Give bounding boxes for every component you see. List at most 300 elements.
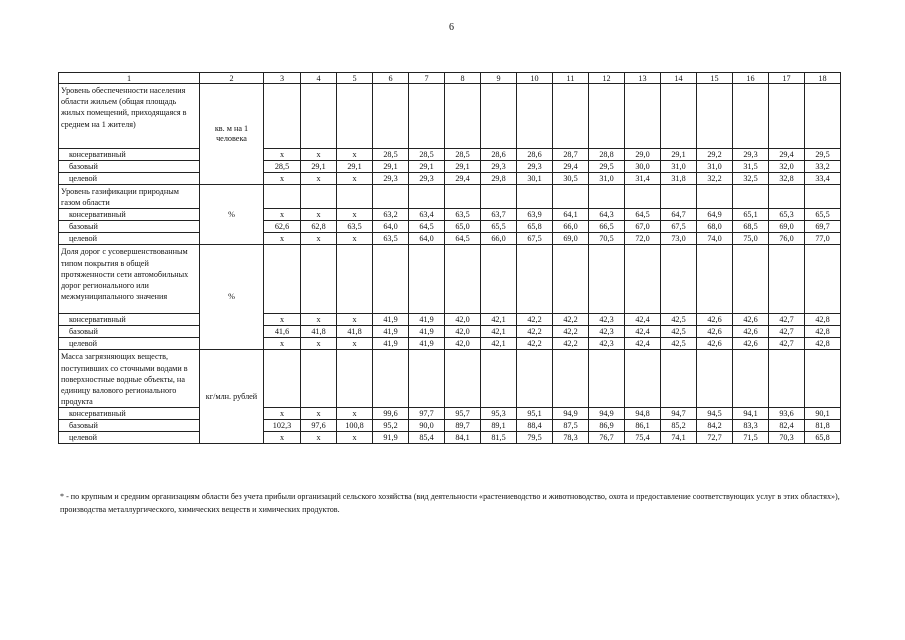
value-cell: 42,2 bbox=[553, 314, 589, 326]
value-cell: 42,3 bbox=[589, 314, 625, 326]
value-cell: х bbox=[301, 338, 337, 350]
scenario-row bbox=[59, 221, 841, 233]
empty-cell bbox=[481, 84, 517, 149]
value-cell: 65,1 bbox=[733, 209, 769, 221]
value-cell: 29,1 bbox=[661, 149, 697, 161]
value-cell: 63,2 bbox=[373, 209, 409, 221]
value-cell: 83,3 bbox=[733, 420, 769, 432]
empty-cell bbox=[733, 245, 769, 314]
empty-cell bbox=[625, 350, 661, 408]
value-cell: 29,3 bbox=[373, 173, 409, 185]
value-cell: 69,7 bbox=[805, 221, 841, 233]
value-cell: 29,1 bbox=[337, 161, 373, 173]
empty-cell bbox=[733, 185, 769, 209]
scenario-label: целевой bbox=[59, 233, 200, 245]
value-cell: х bbox=[337, 432, 373, 444]
empty-cell bbox=[769, 245, 805, 314]
indicator-name: Уровень обеспеченности населения области жильем (общая площадь жилых помещений, приходящаяся в среднем на 1 жителя) bbox=[59, 84, 200, 149]
value-cell: 31,8 bbox=[661, 173, 697, 185]
empty-cell bbox=[589, 84, 625, 149]
empty-cell bbox=[805, 185, 841, 209]
value-cell: 84,2 bbox=[697, 420, 733, 432]
value-cell: 31,4 bbox=[625, 173, 661, 185]
header-cell: 5 bbox=[337, 73, 373, 84]
value-cell: 76,7 bbox=[589, 432, 625, 444]
value-cell: 42,6 bbox=[733, 326, 769, 338]
scenario-label: консервативный bbox=[59, 408, 200, 420]
empty-cell bbox=[733, 350, 769, 408]
footnote-text: * - по крупным и средним организациям области без учета прибыли организаций сельского хозяйства (вид деятельности «растениеводство и животноводство, охота и предоставление соответствующих услуг в этих областях»), производства металлургического, химических веществ и химических продуктов. bbox=[60, 492, 840, 514]
value-cell: 42,0 bbox=[445, 314, 481, 326]
value-cell: 31,0 bbox=[661, 161, 697, 173]
value-cell: 63,5 bbox=[445, 209, 481, 221]
scenario-label: консервативный bbox=[59, 149, 200, 161]
empty-cell bbox=[625, 185, 661, 209]
value-cell: 64,0 bbox=[373, 221, 409, 233]
value-cell: 75,4 bbox=[625, 432, 661, 444]
empty-cell bbox=[553, 84, 589, 149]
indicator-name: Масса загрязняющих веществ, поступивших со сточными водами в поверхностные водные объекты, на единицу валового регионального продукта bbox=[59, 350, 200, 408]
header-cell: 12 bbox=[589, 73, 625, 84]
value-cell: 42,7 bbox=[769, 314, 805, 326]
value-cell: 73,0 bbox=[661, 233, 697, 245]
scenario-row bbox=[59, 173, 841, 185]
value-cell: 41,6 bbox=[264, 326, 301, 338]
empty-cell bbox=[373, 84, 409, 149]
scenario-label: целевой bbox=[59, 432, 200, 444]
header-cell: 10 bbox=[517, 73, 553, 84]
empty-cell bbox=[481, 245, 517, 314]
value-cell: 31,0 bbox=[589, 173, 625, 185]
value-cell: 42,8 bbox=[805, 338, 841, 350]
value-cell: 94,8 bbox=[625, 408, 661, 420]
value-cell: 29,5 bbox=[805, 149, 841, 161]
indicator-row bbox=[59, 84, 841, 149]
value-cell: х bbox=[264, 314, 301, 326]
scenario-label: целевой bbox=[59, 173, 200, 185]
scenario-label: базовый bbox=[59, 221, 200, 233]
empty-cell bbox=[625, 84, 661, 149]
value-cell: 86,1 bbox=[625, 420, 661, 432]
value-cell: 30,0 bbox=[625, 161, 661, 173]
value-cell: 42,5 bbox=[661, 314, 697, 326]
empty-cell bbox=[337, 350, 373, 408]
value-cell: 79,5 bbox=[517, 432, 553, 444]
value-cell: 64,9 bbox=[697, 209, 733, 221]
value-cell: 65,0 bbox=[445, 221, 481, 233]
value-cell: х bbox=[337, 149, 373, 161]
header-cell: 6 bbox=[373, 73, 409, 84]
value-cell: х bbox=[264, 233, 301, 245]
value-cell: 65,5 bbox=[481, 221, 517, 233]
value-cell: 42,3 bbox=[589, 326, 625, 338]
value-cell: 97,6 bbox=[301, 420, 337, 432]
value-cell: 82,4 bbox=[769, 420, 805, 432]
value-cell: 95,7 bbox=[445, 408, 481, 420]
empty-cell bbox=[697, 185, 733, 209]
value-cell: 95,3 bbox=[481, 408, 517, 420]
value-cell: х bbox=[264, 408, 301, 420]
value-cell: 63,7 bbox=[481, 209, 517, 221]
indicator-name: Доля дорог с усовершенствованным типом покрытия в общей протяженности сети автомобильных дорог регионального или межмуниципального значения bbox=[59, 245, 200, 314]
empty-cell bbox=[589, 245, 625, 314]
value-cell: 32,5 bbox=[733, 173, 769, 185]
value-cell: 67,5 bbox=[661, 221, 697, 233]
value-cell: 65,3 bbox=[769, 209, 805, 221]
value-cell: 77,0 bbox=[805, 233, 841, 245]
value-cell: 29,8 bbox=[481, 173, 517, 185]
value-cell: 90,1 bbox=[805, 408, 841, 420]
empty-cell bbox=[409, 185, 445, 209]
value-cell: 28,6 bbox=[481, 149, 517, 161]
scenario-label: базовый bbox=[59, 161, 200, 173]
indicators-table bbox=[58, 72, 841, 444]
empty-cell bbox=[589, 350, 625, 408]
value-cell: 28,5 bbox=[373, 149, 409, 161]
value-cell: 89,1 bbox=[481, 420, 517, 432]
value-cell: 29,4 bbox=[769, 149, 805, 161]
value-cell: 94,1 bbox=[733, 408, 769, 420]
value-cell: 64,5 bbox=[445, 233, 481, 245]
value-cell: 29,1 bbox=[373, 161, 409, 173]
empty-cell bbox=[805, 84, 841, 149]
empty-cell bbox=[445, 350, 481, 408]
empty-cell bbox=[373, 245, 409, 314]
empty-cell bbox=[625, 245, 661, 314]
value-cell: 87,5 bbox=[553, 420, 589, 432]
value-cell: 99,6 bbox=[373, 408, 409, 420]
empty-cell bbox=[769, 350, 805, 408]
scenario-row bbox=[59, 420, 841, 432]
scenario-row bbox=[59, 338, 841, 350]
value-cell: 29,4 bbox=[553, 161, 589, 173]
header-cell: 2 bbox=[200, 73, 264, 84]
scenario-row bbox=[59, 161, 841, 173]
value-cell: 81,5 bbox=[481, 432, 517, 444]
empty-cell bbox=[373, 185, 409, 209]
value-cell: 41,9 bbox=[409, 314, 445, 326]
empty-cell bbox=[553, 350, 589, 408]
value-cell: 91,9 bbox=[373, 432, 409, 444]
value-cell: х bbox=[264, 338, 301, 350]
scenario-row bbox=[59, 209, 841, 221]
empty-cell bbox=[661, 185, 697, 209]
value-cell: 74,1 bbox=[661, 432, 697, 444]
value-cell: 65,8 bbox=[517, 221, 553, 233]
value-cell: 67,5 bbox=[517, 233, 553, 245]
value-cell: 42,2 bbox=[517, 314, 553, 326]
value-cell: 29,4 bbox=[445, 173, 481, 185]
scenario-label: консервативный bbox=[59, 314, 200, 326]
empty-cell bbox=[661, 245, 697, 314]
value-cell: 42,1 bbox=[481, 338, 517, 350]
value-cell: 42,2 bbox=[553, 326, 589, 338]
empty-cell bbox=[553, 245, 589, 314]
empty-cell bbox=[805, 350, 841, 408]
value-cell: 42,2 bbox=[517, 338, 553, 350]
scenario-label: базовый bbox=[59, 420, 200, 432]
scenario-row bbox=[59, 314, 841, 326]
value-cell: 28,5 bbox=[264, 161, 301, 173]
empty-cell bbox=[697, 350, 733, 408]
empty-cell bbox=[517, 84, 553, 149]
value-cell: 29,3 bbox=[409, 173, 445, 185]
empty-cell bbox=[301, 350, 337, 408]
value-cell: 64,3 bbox=[589, 209, 625, 221]
value-cell: 29,2 bbox=[697, 149, 733, 161]
value-cell: 72,0 bbox=[625, 233, 661, 245]
value-cell: 29,3 bbox=[517, 161, 553, 173]
value-cell: х bbox=[301, 432, 337, 444]
value-cell: х bbox=[337, 338, 373, 350]
value-cell: х bbox=[337, 173, 373, 185]
value-cell: х bbox=[337, 209, 373, 221]
empty-cell bbox=[553, 185, 589, 209]
value-cell: 28,5 bbox=[409, 149, 445, 161]
value-cell: 74,0 bbox=[697, 233, 733, 245]
empty-cell bbox=[264, 185, 301, 209]
value-cell: 72,7 bbox=[697, 432, 733, 444]
value-cell: 63,5 bbox=[373, 233, 409, 245]
unit-cell: % bbox=[200, 185, 264, 245]
value-cell: 42,6 bbox=[733, 314, 769, 326]
value-cell: 90,0 bbox=[409, 420, 445, 432]
value-cell: 28,6 bbox=[517, 149, 553, 161]
value-cell: 62,8 bbox=[301, 221, 337, 233]
value-cell: 63,4 bbox=[409, 209, 445, 221]
value-cell: 31,5 bbox=[733, 161, 769, 173]
unit-cell: кг/млн. рублей bbox=[200, 350, 264, 444]
value-cell: 42,8 bbox=[805, 314, 841, 326]
value-cell: 42,4 bbox=[625, 326, 661, 338]
value-cell: 68,0 bbox=[697, 221, 733, 233]
value-cell: 95,1 bbox=[517, 408, 553, 420]
empty-cell bbox=[517, 185, 553, 209]
value-cell: 94,9 bbox=[589, 408, 625, 420]
header-cell: 18 bbox=[805, 73, 841, 84]
empty-cell bbox=[409, 245, 445, 314]
value-cell: 64,5 bbox=[625, 209, 661, 221]
value-cell: 42,6 bbox=[697, 338, 733, 350]
value-cell: 97,7 bbox=[409, 408, 445, 420]
value-cell: 28,8 bbox=[589, 149, 625, 161]
value-cell: 28,7 bbox=[553, 149, 589, 161]
value-cell: х bbox=[264, 173, 301, 185]
value-cell: 67,0 bbox=[625, 221, 661, 233]
value-cell: 42,0 bbox=[445, 338, 481, 350]
value-cell: 28,5 bbox=[445, 149, 481, 161]
value-cell: 42,4 bbox=[625, 338, 661, 350]
value-cell: х bbox=[301, 209, 337, 221]
value-cell: 94,5 bbox=[697, 408, 733, 420]
empty-cell bbox=[409, 84, 445, 149]
header-cell: 17 bbox=[769, 73, 805, 84]
header-cell: 14 bbox=[661, 73, 697, 84]
value-cell: 31,0 bbox=[697, 161, 733, 173]
header-row bbox=[59, 73, 841, 84]
value-cell: 63,9 bbox=[517, 209, 553, 221]
header-cell: 8 bbox=[445, 73, 481, 84]
empty-cell bbox=[301, 185, 337, 209]
empty-cell bbox=[264, 84, 301, 149]
value-cell: 41,9 bbox=[373, 314, 409, 326]
value-cell: 66,0 bbox=[553, 221, 589, 233]
empty-cell bbox=[337, 185, 373, 209]
header-cell: 11 bbox=[553, 73, 589, 84]
value-cell: 41,8 bbox=[301, 326, 337, 338]
value-cell: 64,7 bbox=[661, 209, 697, 221]
empty-cell bbox=[301, 245, 337, 314]
value-cell: х bbox=[264, 432, 301, 444]
scenario-row bbox=[59, 149, 841, 161]
empty-cell bbox=[733, 84, 769, 149]
value-cell: 78,3 bbox=[553, 432, 589, 444]
empty-cell bbox=[769, 185, 805, 209]
empty-cell bbox=[697, 84, 733, 149]
unit-cell: % bbox=[200, 245, 264, 350]
value-cell: х bbox=[337, 233, 373, 245]
empty-cell bbox=[445, 84, 481, 149]
value-cell: 42,5 bbox=[661, 338, 697, 350]
value-cell: 29,1 bbox=[445, 161, 481, 173]
indicator-name: Уровень газификации природным газом области bbox=[59, 185, 200, 209]
value-cell: х bbox=[301, 408, 337, 420]
value-cell: х bbox=[264, 209, 301, 221]
value-cell: 29,1 bbox=[301, 161, 337, 173]
scenario-row bbox=[59, 432, 841, 444]
header-cell: 13 bbox=[625, 73, 661, 84]
value-cell: 64,5 bbox=[409, 221, 445, 233]
value-cell: 30,5 bbox=[553, 173, 589, 185]
value-cell: 94,7 bbox=[661, 408, 697, 420]
empty-cell bbox=[409, 350, 445, 408]
value-cell: 42,0 bbox=[445, 326, 481, 338]
empty-cell bbox=[445, 245, 481, 314]
empty-cell bbox=[264, 350, 301, 408]
header-cell: 4 bbox=[301, 73, 337, 84]
value-cell: 41,9 bbox=[373, 338, 409, 350]
value-cell: 41,9 bbox=[409, 326, 445, 338]
value-cell: 41,8 bbox=[337, 326, 373, 338]
value-cell: х bbox=[301, 149, 337, 161]
indicator-row bbox=[59, 350, 841, 408]
value-cell: 76,0 bbox=[769, 233, 805, 245]
value-cell: 41,9 bbox=[373, 326, 409, 338]
header-cell: 16 bbox=[733, 73, 769, 84]
empty-cell bbox=[805, 245, 841, 314]
value-cell: 29,3 bbox=[481, 161, 517, 173]
value-cell: 42,5 bbox=[661, 326, 697, 338]
empty-cell bbox=[661, 350, 697, 408]
value-cell: х bbox=[301, 233, 337, 245]
value-cell: 42,3 bbox=[589, 338, 625, 350]
value-cell: 85,2 bbox=[661, 420, 697, 432]
value-cell: 94,9 bbox=[553, 408, 589, 420]
indicator-row bbox=[59, 185, 841, 209]
value-cell: 81,8 bbox=[805, 420, 841, 432]
empty-cell bbox=[769, 84, 805, 149]
value-cell: 64,0 bbox=[409, 233, 445, 245]
value-cell: х bbox=[337, 314, 373, 326]
empty-cell bbox=[337, 84, 373, 149]
value-cell: 66,0 bbox=[481, 233, 517, 245]
value-cell: 85,4 bbox=[409, 432, 445, 444]
empty-cell bbox=[264, 245, 301, 314]
value-cell: 42,2 bbox=[517, 326, 553, 338]
value-cell: 30,1 bbox=[517, 173, 553, 185]
empty-cell bbox=[517, 350, 553, 408]
scenario-label: базовый bbox=[59, 326, 200, 338]
empty-cell bbox=[337, 245, 373, 314]
value-cell: 29,1 bbox=[409, 161, 445, 173]
empty-cell bbox=[661, 84, 697, 149]
value-cell: 29,0 bbox=[625, 149, 661, 161]
header-cell: 9 bbox=[481, 73, 517, 84]
page-number: 6 bbox=[449, 22, 454, 33]
value-cell: 32,8 bbox=[769, 173, 805, 185]
value-cell: 86,9 bbox=[589, 420, 625, 432]
value-cell: 102,3 bbox=[264, 420, 301, 432]
value-cell: 95,2 bbox=[373, 420, 409, 432]
header-cell: 15 bbox=[697, 73, 733, 84]
value-cell: 42,1 bbox=[481, 326, 517, 338]
value-cell: 70,5 bbox=[589, 233, 625, 245]
header-cell: 1 bbox=[59, 73, 200, 84]
header-cell: 3 bbox=[264, 73, 301, 84]
value-cell: 42,4 bbox=[625, 314, 661, 326]
indicator-row bbox=[59, 245, 841, 314]
value-cell: 65,5 bbox=[805, 209, 841, 221]
empty-cell bbox=[481, 185, 517, 209]
value-cell: 32,0 bbox=[769, 161, 805, 173]
value-cell: х bbox=[264, 149, 301, 161]
value-cell: 42,2 bbox=[553, 338, 589, 350]
value-cell: 42,6 bbox=[697, 314, 733, 326]
scenario-label: консервативный bbox=[59, 209, 200, 221]
empty-cell bbox=[445, 185, 481, 209]
unit-cell: кв. м на 1 человека bbox=[200, 84, 264, 185]
scenario-label: целевой bbox=[59, 338, 200, 350]
value-cell: 68,5 bbox=[733, 221, 769, 233]
value-cell: 69,0 bbox=[553, 233, 589, 245]
value-cell: 42,8 bbox=[805, 326, 841, 338]
value-cell: х bbox=[301, 173, 337, 185]
scenario-row bbox=[59, 408, 841, 420]
value-cell: 66,5 bbox=[589, 221, 625, 233]
value-cell: 88,4 bbox=[517, 420, 553, 432]
empty-cell bbox=[481, 350, 517, 408]
value-cell: 42,6 bbox=[733, 338, 769, 350]
value-cell: 100,8 bbox=[337, 420, 373, 432]
header-cell: 7 bbox=[409, 73, 445, 84]
value-cell: 29,3 bbox=[733, 149, 769, 161]
value-cell: 93,6 bbox=[769, 408, 805, 420]
value-cell: х bbox=[301, 314, 337, 326]
footnote bbox=[60, 490, 850, 516]
value-cell: 42,6 bbox=[697, 326, 733, 338]
value-cell: 89,7 bbox=[445, 420, 481, 432]
value-cell: 64,1 bbox=[553, 209, 589, 221]
value-cell: 42,1 bbox=[481, 314, 517, 326]
value-cell: 84,1 bbox=[445, 432, 481, 444]
value-cell: 41,9 bbox=[409, 338, 445, 350]
value-cell: 63,5 bbox=[337, 221, 373, 233]
value-cell: 33,4 bbox=[805, 173, 841, 185]
value-cell: 62,6 bbox=[264, 221, 301, 233]
value-cell: 71,5 bbox=[733, 432, 769, 444]
scenario-row bbox=[59, 326, 841, 338]
empty-cell bbox=[301, 84, 337, 149]
